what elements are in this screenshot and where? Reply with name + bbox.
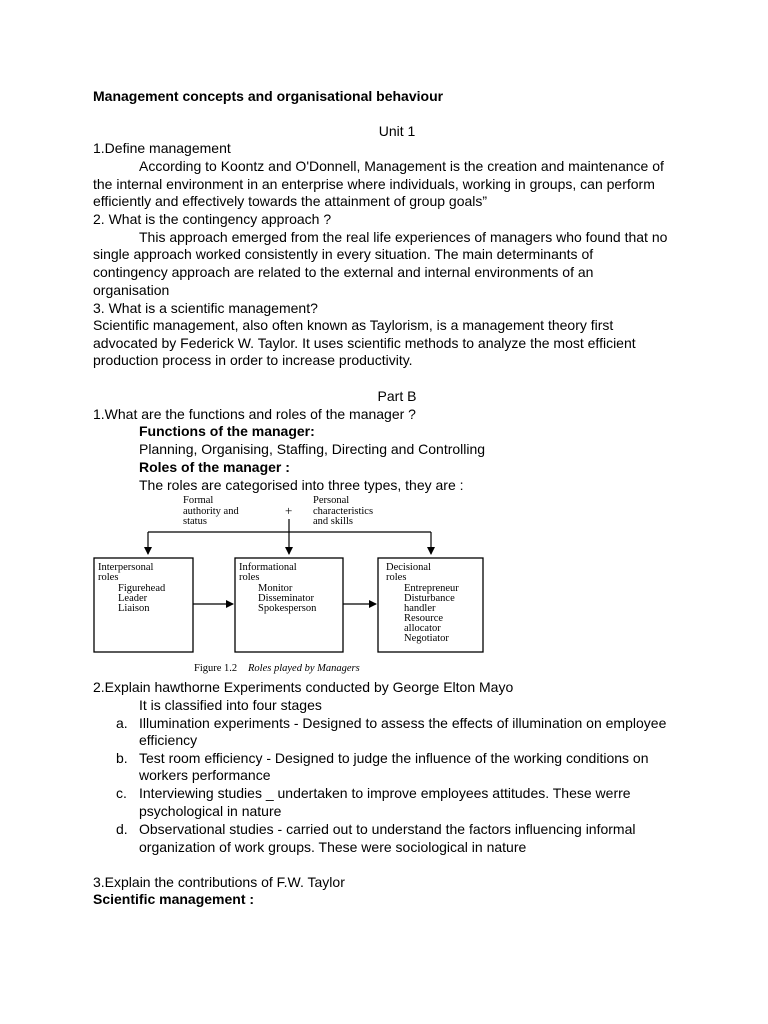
question-3: 3. What is a scientific management? xyxy=(93,300,318,316)
functions-heading: Functions of the manager: xyxy=(139,423,315,439)
box-item: Leader xyxy=(118,593,148,604)
answer-2-line: organisation xyxy=(93,282,170,298)
document-title: Management concepts and organisational behaviour xyxy=(93,88,444,104)
question-2: 2. What is the contingency approach ? xyxy=(93,211,332,227)
roles-text: The roles are categorised into three types, they are : xyxy=(139,477,464,493)
list-item-text: Observational studies - carried out to understand the factors influencing informal xyxy=(139,821,636,837)
answer-3-line: advocated by Federick W. Taylor. It uses scientific methods to analyze the most efficient xyxy=(93,335,636,351)
list-item-text: workers performance xyxy=(139,767,271,783)
input-left-line: Formal xyxy=(183,495,214,506)
roles-diagram xyxy=(90,492,490,677)
answer-1-line: the internal environment in an enterprise where individuals, working in groups, can perform xyxy=(93,176,655,192)
list-marker: c. xyxy=(116,785,127,801)
input-right-line: characteristics xyxy=(313,506,374,517)
list-item-text: organization of work groups. These were sociological in nature xyxy=(139,839,527,855)
box-item: Resource xyxy=(404,613,444,624)
box-item: Liaison xyxy=(118,603,150,614)
box-title: Decisional xyxy=(386,562,431,573)
box-item: allocator xyxy=(404,623,441,634)
answer-2-line: contingency approach are related to the external and internal environments of an xyxy=(93,264,594,280)
box-title: Interpersonal xyxy=(98,562,154,573)
list-marker: a. xyxy=(116,715,128,731)
box-item: handler xyxy=(404,603,436,614)
answer-3-line: Scientific management, also often known as Taylorism, is a management theory first xyxy=(93,317,614,333)
partb-question-2: 2.Explain hawthorne Experiments conducted by George Elton Mayo xyxy=(93,679,514,695)
box-title: roles xyxy=(98,572,119,583)
box-item: Figurehead xyxy=(118,583,166,594)
box-title: roles xyxy=(386,572,407,583)
partb-question-3: 3.Explain the contributions of F.W. Taylor xyxy=(93,874,345,890)
partb-question-1: 1.What are the functions and roles of the manager ? xyxy=(93,406,416,422)
input-left-line: status xyxy=(183,516,207,527)
figure-caption: Roles played by Managers xyxy=(248,663,360,674)
box-item: Monitor xyxy=(258,583,293,594)
box-item: Negotiator xyxy=(404,633,449,644)
list-item-text: Interviewing studies _ undertaken to improve employees attitudes. These werre xyxy=(139,785,631,801)
box-item: Spokesperson xyxy=(258,603,317,614)
input-right-line: Personal xyxy=(313,495,350,506)
answer-3-line: production process in order to increase productivity. xyxy=(93,352,413,368)
stages-intro: It is classified into four stages xyxy=(139,697,322,713)
input-right-line: and skills xyxy=(313,516,353,527)
list-marker: d. xyxy=(116,821,128,837)
list-item-text: efficiency xyxy=(139,732,198,748)
list-item-text: Illumination experiments - Designed to assess the effects of illumination on employee xyxy=(139,715,667,731)
list-item-text: Test room efficiency - Designed to judge the influence of the working conditions on xyxy=(139,750,649,766)
answer-1-line: efficiently and effectively towards the attainment of group goals” xyxy=(93,193,488,209)
box-item: Disturbance xyxy=(404,593,455,604)
question-1: 1.Define management xyxy=(93,140,231,156)
box-item: Entrepreneur xyxy=(404,583,459,594)
functions-text: Planning, Organising, Staffing, Directing and Controlling xyxy=(139,441,486,457)
answer-2-line: single approach worked consistently in every situation. The main determinants of xyxy=(93,246,594,262)
list-item-text: psychological in nature xyxy=(139,803,282,819)
roles-heading: Roles of the manager : xyxy=(139,459,290,475)
input-left-line: authority and xyxy=(183,506,239,517)
answer-2-line: This approach emerged from the real life experiences of managers who found that no xyxy=(139,229,668,245)
answer-1-line: According to Koontz and O'Donnell, Management is the creation and maintenance of xyxy=(139,158,664,174)
figure-caption-prefix: Figure 1.2 xyxy=(194,663,238,674)
plus-sign: + xyxy=(285,503,293,518)
scientific-management-heading: Scientific management : xyxy=(93,891,255,907)
unit-heading: Unit 1 xyxy=(378,123,416,139)
box-title: roles xyxy=(239,572,260,583)
box-title: Informational xyxy=(239,562,297,573)
box-item: Disseminator xyxy=(258,593,314,604)
part-b-heading: Part B xyxy=(377,388,417,404)
list-marker: b. xyxy=(116,750,128,766)
